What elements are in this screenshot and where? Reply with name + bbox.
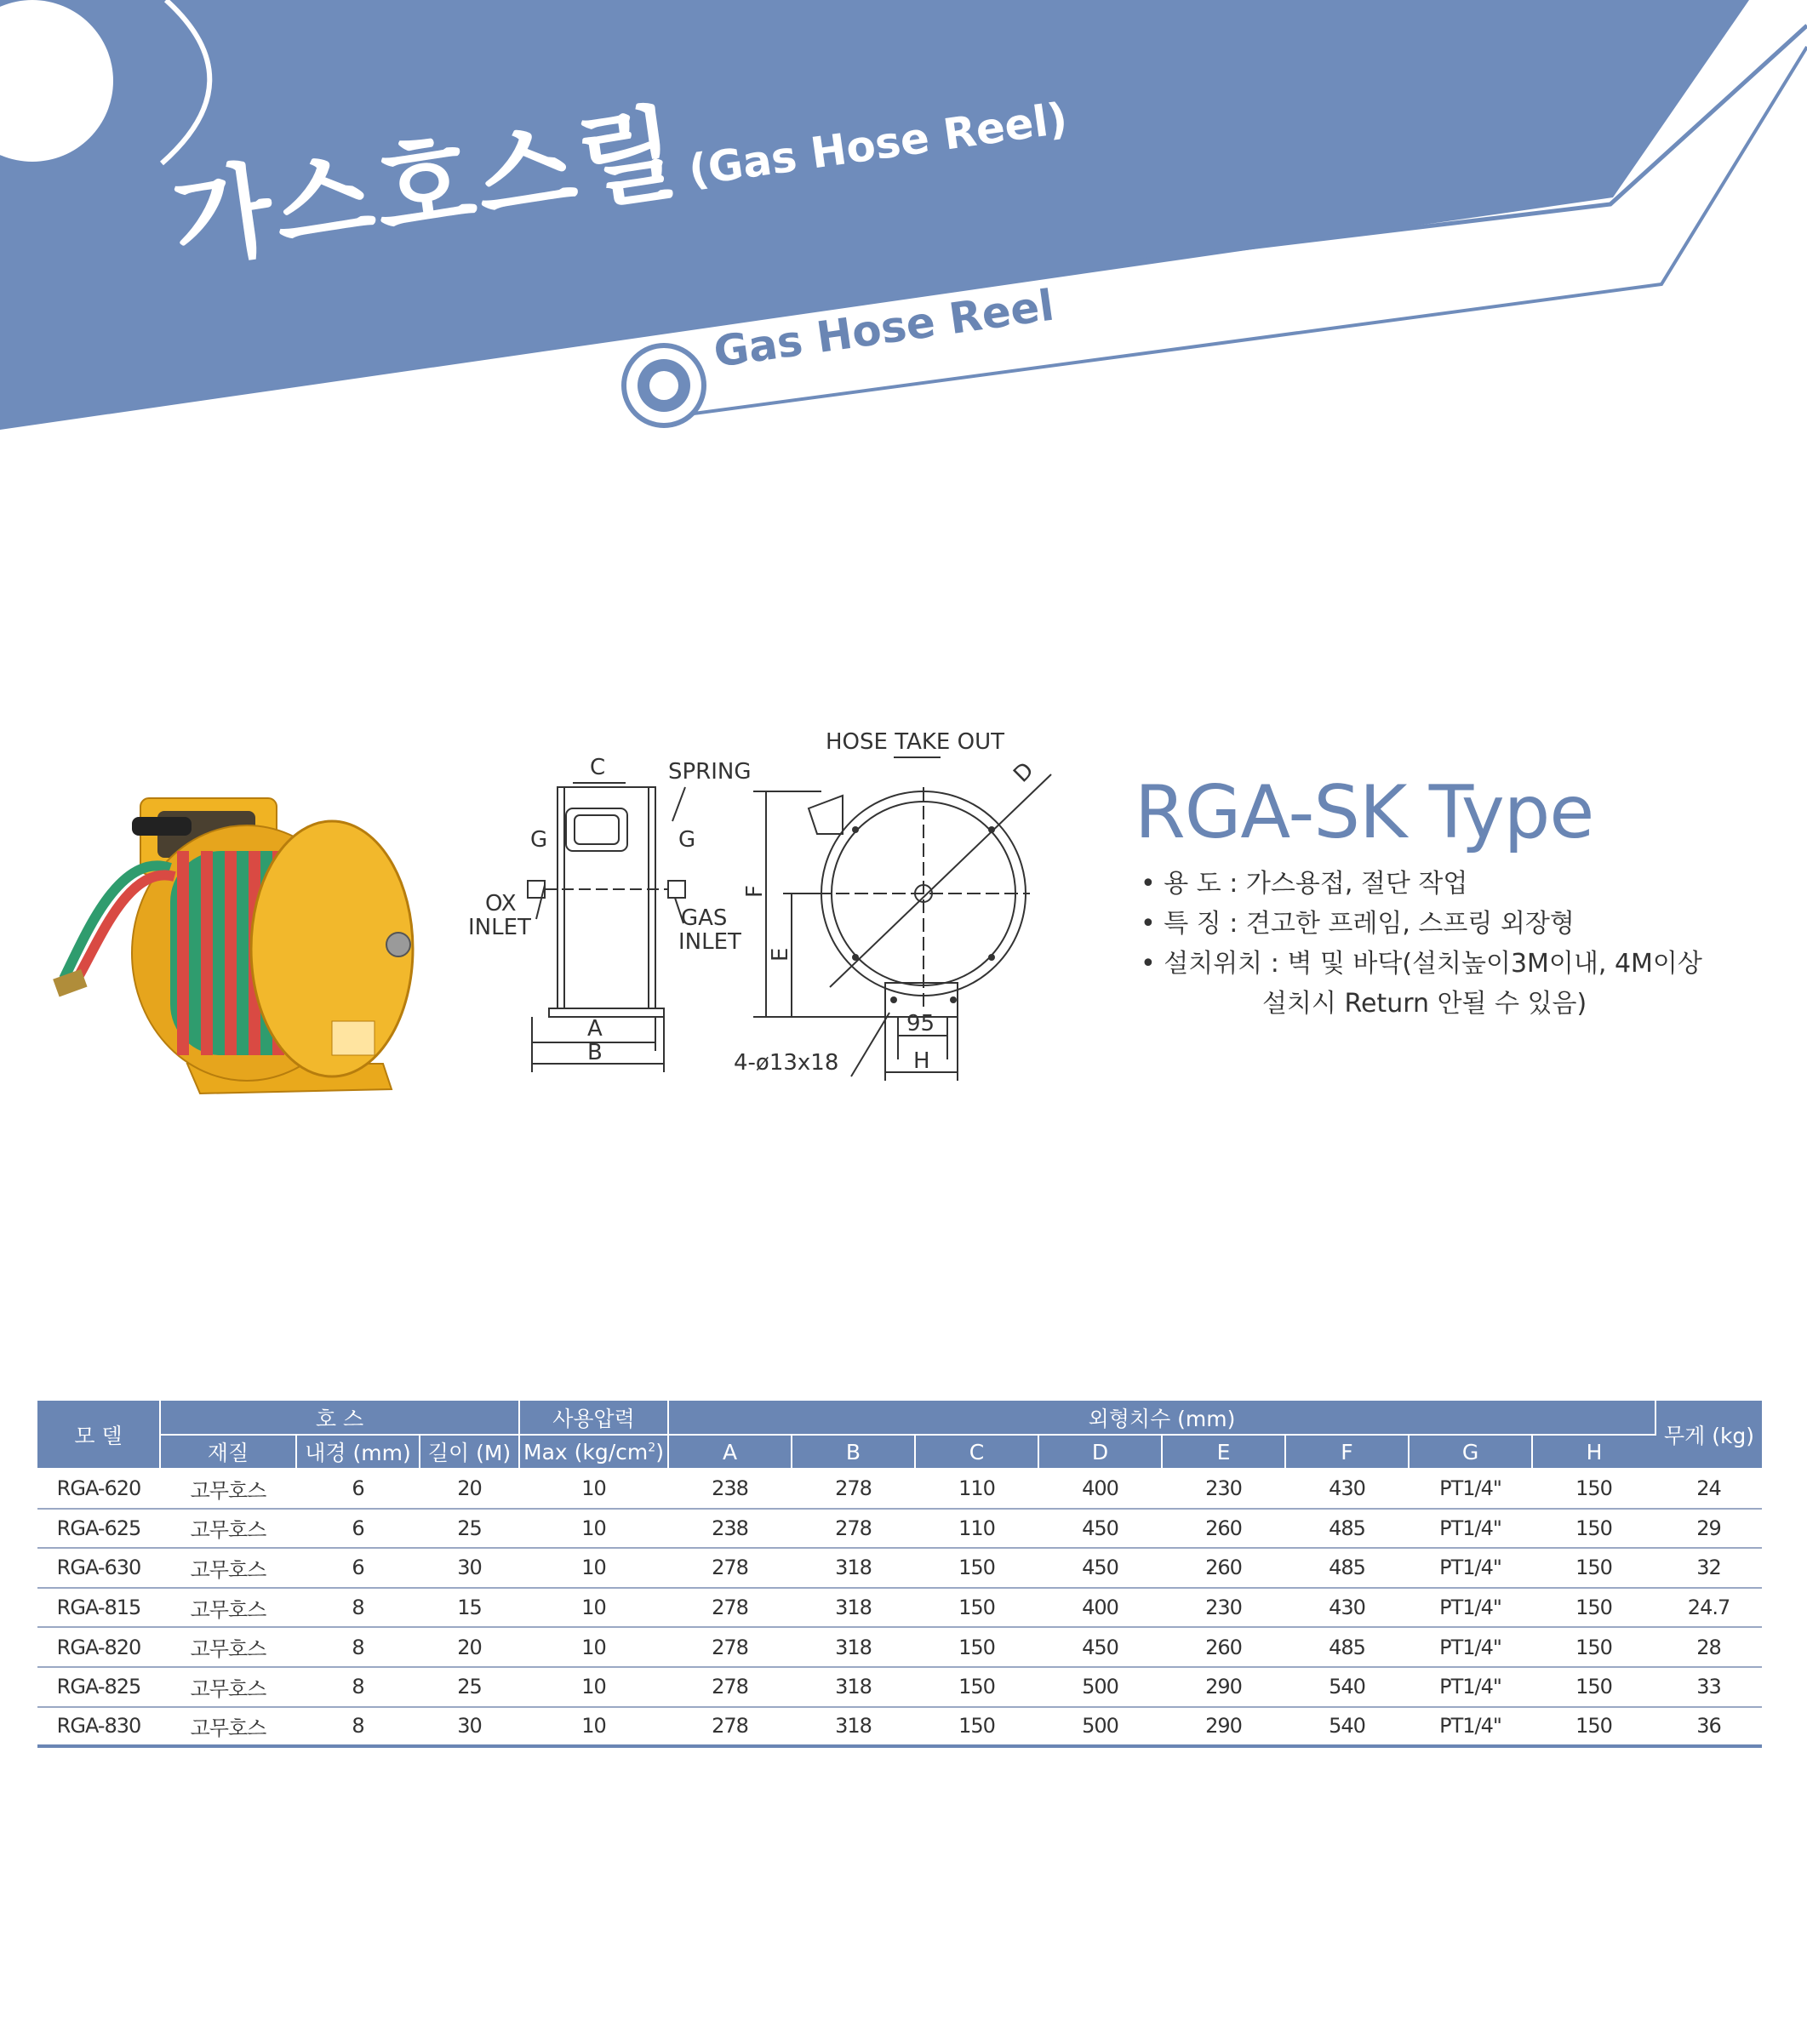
- table-cell: 260: [1162, 1627, 1285, 1667]
- table-cell: 150: [1532, 1667, 1655, 1707]
- header-material: 재질: [160, 1435, 296, 1469]
- header-length: 길이 (M): [420, 1435, 519, 1469]
- table-cell: 28: [1655, 1627, 1762, 1667]
- dim-label-d: D: [1009, 757, 1039, 788]
- table-row: [37, 1548, 1762, 1588]
- table-header-row-2: [37, 1435, 1762, 1469]
- table-cell: 430: [1285, 1469, 1409, 1509]
- label-gas: GAS: [681, 905, 728, 931]
- hose-fitting: [53, 969, 87, 997]
- dim-label-c: C: [590, 755, 606, 780]
- table-cell: PT1/4": [1409, 1667, 1532, 1707]
- table-cell: 450: [1038, 1509, 1162, 1549]
- table-cell: 24: [1655, 1469, 1762, 1509]
- technical-drawing: [464, 728, 1060, 1093]
- spec-table-body: [37, 1469, 1762, 1746]
- dim-label-h: H: [913, 1048, 930, 1074]
- table-cell: 260: [1162, 1548, 1285, 1588]
- header-dim-g: G: [1409, 1435, 1532, 1469]
- table-cell: 10: [519, 1469, 668, 1509]
- table-cell: 278: [668, 1588, 792, 1628]
- table-cell: 10: [519, 1548, 668, 1588]
- reel-hub: [386, 933, 410, 956]
- table-cell: 150: [1532, 1627, 1655, 1667]
- header-inner-diameter: 내경 (mm): [296, 1435, 420, 1469]
- table-cell: 24.7: [1655, 1588, 1762, 1628]
- table-cell: 33: [1655, 1667, 1762, 1707]
- table-cell: 318: [792, 1548, 915, 1588]
- table-cell: PT1/4": [1409, 1548, 1532, 1588]
- header-dim-b: B: [792, 1435, 915, 1469]
- table-cell: 500: [1038, 1707, 1162, 1747]
- feature-list: [1141, 864, 1702, 1024]
- label-ox: OX: [485, 891, 517, 916]
- header-max-text: Max (kg/cm: [523, 1439, 649, 1464]
- table-cell: 고무호스: [160, 1707, 296, 1747]
- table-cell: 20: [420, 1627, 519, 1667]
- table-cell: 430: [1285, 1588, 1409, 1628]
- dim-label-e: E: [768, 947, 793, 962]
- table-cell: 230: [1162, 1469, 1285, 1509]
- table-cell: 고무호스: [160, 1627, 296, 1667]
- table-cell: 8: [296, 1667, 420, 1707]
- reel-label: [332, 1021, 375, 1055]
- table-cell: 150: [1532, 1469, 1655, 1509]
- header-max-close: ): [655, 1439, 664, 1464]
- table-cell: 260: [1162, 1509, 1285, 1549]
- table-cell: 290: [1162, 1667, 1285, 1707]
- table-cell: 278: [668, 1667, 792, 1707]
- dim-label-a: A: [587, 1016, 603, 1042]
- table-cell: 500: [1038, 1667, 1162, 1707]
- header-weight: 무게 (kg): [1655, 1401, 1762, 1469]
- table-cell: 고무호스: [160, 1469, 296, 1509]
- header-dim-f: F: [1285, 1435, 1409, 1469]
- table-cell: 10: [519, 1667, 668, 1707]
- table-cell: 고무호스: [160, 1667, 296, 1707]
- table-cell: PT1/4": [1409, 1707, 1532, 1747]
- table-cell: 540: [1285, 1707, 1409, 1747]
- table-cell: 150: [1532, 1548, 1655, 1588]
- table-header-row-1: [37, 1401, 1762, 1435]
- label-g-left: G: [530, 827, 548, 853]
- feature-installation-continued: 설치시 Return 안될 수 있음): [1262, 989, 1587, 1019]
- header-model: 모 델: [37, 1401, 160, 1469]
- table-cell: PT1/4": [1409, 1627, 1532, 1667]
- label-inlet-right: INLET: [678, 929, 741, 955]
- table-cell: 30: [420, 1548, 519, 1588]
- header-pressure: 사용압력: [519, 1401, 668, 1435]
- header-max-sup: 2: [648, 1441, 656, 1455]
- model-cell: RGA-830: [37, 1707, 160, 1747]
- product-type-title: RGA-SK Type: [1135, 770, 1594, 855]
- header-dim-h: H: [1532, 1435, 1655, 1469]
- table-cell: 318: [792, 1627, 915, 1667]
- table-cell: 6: [296, 1469, 420, 1509]
- table-cell: 고무호스: [160, 1588, 296, 1628]
- table-cell: 8: [296, 1588, 420, 1628]
- table-cell: 6: [296, 1509, 420, 1549]
- table-cell: 10: [519, 1627, 668, 1667]
- header-dim-d: D: [1038, 1435, 1162, 1469]
- dim-label-95: 95: [906, 1011, 935, 1036]
- table-cell: 36: [1655, 1707, 1762, 1747]
- table-cell: 25: [420, 1667, 519, 1707]
- table-cell: 278: [668, 1707, 792, 1747]
- table-cell: 150: [915, 1707, 1038, 1747]
- table-cell: 400: [1038, 1469, 1162, 1509]
- table-cell: 150: [915, 1588, 1038, 1628]
- table-cell: 540: [1285, 1667, 1409, 1707]
- table-cell: 278: [792, 1509, 915, 1549]
- table-cell: 10: [519, 1588, 668, 1628]
- table-cell: 6: [296, 1548, 420, 1588]
- table-cell: 8: [296, 1707, 420, 1747]
- table-cell: 110: [915, 1469, 1038, 1509]
- table-cell: 30: [420, 1707, 519, 1747]
- table-cell: 485: [1285, 1548, 1409, 1588]
- table-cell: 278: [668, 1627, 792, 1667]
- header-max-pressure: [519, 1435, 668, 1469]
- table-row: [37, 1707, 1762, 1747]
- model-cell: RGA-630: [37, 1548, 160, 1588]
- table-cell: 238: [668, 1509, 792, 1549]
- feature-usage: • 용 도 : 가스용접, 절단 작업: [1141, 864, 1702, 904]
- header-dim-c: C: [915, 1435, 1038, 1469]
- model-cell: RGA-825: [37, 1667, 160, 1707]
- dim-label-f: F: [742, 885, 768, 898]
- table-cell: 450: [1038, 1627, 1162, 1667]
- feature-installation: • 설치위치 : 벽 및 바닥(설치높이3M이내, 4M이상: [1141, 944, 1702, 984]
- side-view-frame: [558, 787, 655, 1008]
- header-hose: 호 스: [160, 1401, 519, 1435]
- header-dim-e: E: [1162, 1435, 1285, 1469]
- table-cell: 485: [1285, 1509, 1409, 1549]
- table-cell: 450: [1038, 1548, 1162, 1588]
- table-cell: 고무호스: [160, 1509, 296, 1549]
- table-cell: 10: [519, 1509, 668, 1549]
- table-row: [37, 1588, 1762, 1628]
- table-cell: 10: [519, 1707, 668, 1747]
- header-dimensions: 외형치수 (mm): [668, 1401, 1655, 1435]
- label-spring: SPRING: [668, 759, 752, 785]
- label-holes: 4-ø13x18: [734, 1050, 839, 1076]
- table-cell: 230: [1162, 1588, 1285, 1628]
- table-cell: 150: [1532, 1509, 1655, 1549]
- table-cell: 318: [792, 1588, 915, 1628]
- table-cell: 150: [915, 1548, 1038, 1588]
- table-cell: 29: [1655, 1509, 1762, 1549]
- page-subtitle: Gas Hose Reel: [710, 280, 1057, 377]
- table-cell: 8: [296, 1627, 420, 1667]
- table-cell: 290: [1162, 1707, 1285, 1747]
- page-title-ko: 가스호스릴: [165, 93, 688, 283]
- table-cell: 110: [915, 1509, 1038, 1549]
- table-row: [37, 1667, 1762, 1707]
- table-row: [37, 1627, 1762, 1667]
- table-cell: 150: [1532, 1588, 1655, 1628]
- table-cell: 150: [1532, 1707, 1655, 1747]
- table-cell: 25: [420, 1509, 519, 1549]
- spec-table: [37, 1401, 1762, 1748]
- model-cell: RGA-815: [37, 1588, 160, 1628]
- label-g-right: G: [678, 827, 696, 853]
- table-cell: 318: [792, 1707, 915, 1747]
- model-cell: RGA-620: [37, 1469, 160, 1509]
- table-cell: PT1/4": [1409, 1469, 1532, 1509]
- table-cell: 278: [792, 1469, 915, 1509]
- label-hose-take-out: HOSE TAKE OUT: [826, 729, 1004, 755]
- table-cell: 318: [792, 1667, 915, 1707]
- page-title-en: (Gas Hose Reel): [685, 93, 1071, 196]
- table-cell: 238: [668, 1469, 792, 1509]
- table-cell: 고무호스: [160, 1548, 296, 1588]
- label-inlet-left: INLET: [468, 915, 531, 940]
- table-cell: 278: [668, 1548, 792, 1588]
- header-dim-a: A: [668, 1435, 792, 1469]
- table-cell: 150: [915, 1667, 1038, 1707]
- table-cell: PT1/4": [1409, 1509, 1532, 1549]
- feature-characteristics: • 특 징 : 견고한 프레임, 스프링 외장형: [1141, 904, 1702, 944]
- model-cell: RGA-625: [37, 1509, 160, 1549]
- table-row: [37, 1469, 1762, 1509]
- table-cell: 32: [1655, 1548, 1762, 1588]
- table-row: [37, 1509, 1762, 1549]
- model-cell: RGA-820: [37, 1627, 160, 1667]
- table-cell: 485: [1285, 1627, 1409, 1667]
- dim-label-b: B: [587, 1040, 603, 1065]
- table-cell: 400: [1038, 1588, 1162, 1628]
- table-cell: PT1/4": [1409, 1588, 1532, 1628]
- table-cell: 150: [915, 1627, 1038, 1667]
- guide-bar: [132, 817, 192, 836]
- bullet-ring-core-icon: [649, 371, 678, 400]
- table-cell: 15: [420, 1588, 519, 1628]
- product-photo: [51, 783, 426, 1106]
- table-cell: 20: [420, 1469, 519, 1509]
